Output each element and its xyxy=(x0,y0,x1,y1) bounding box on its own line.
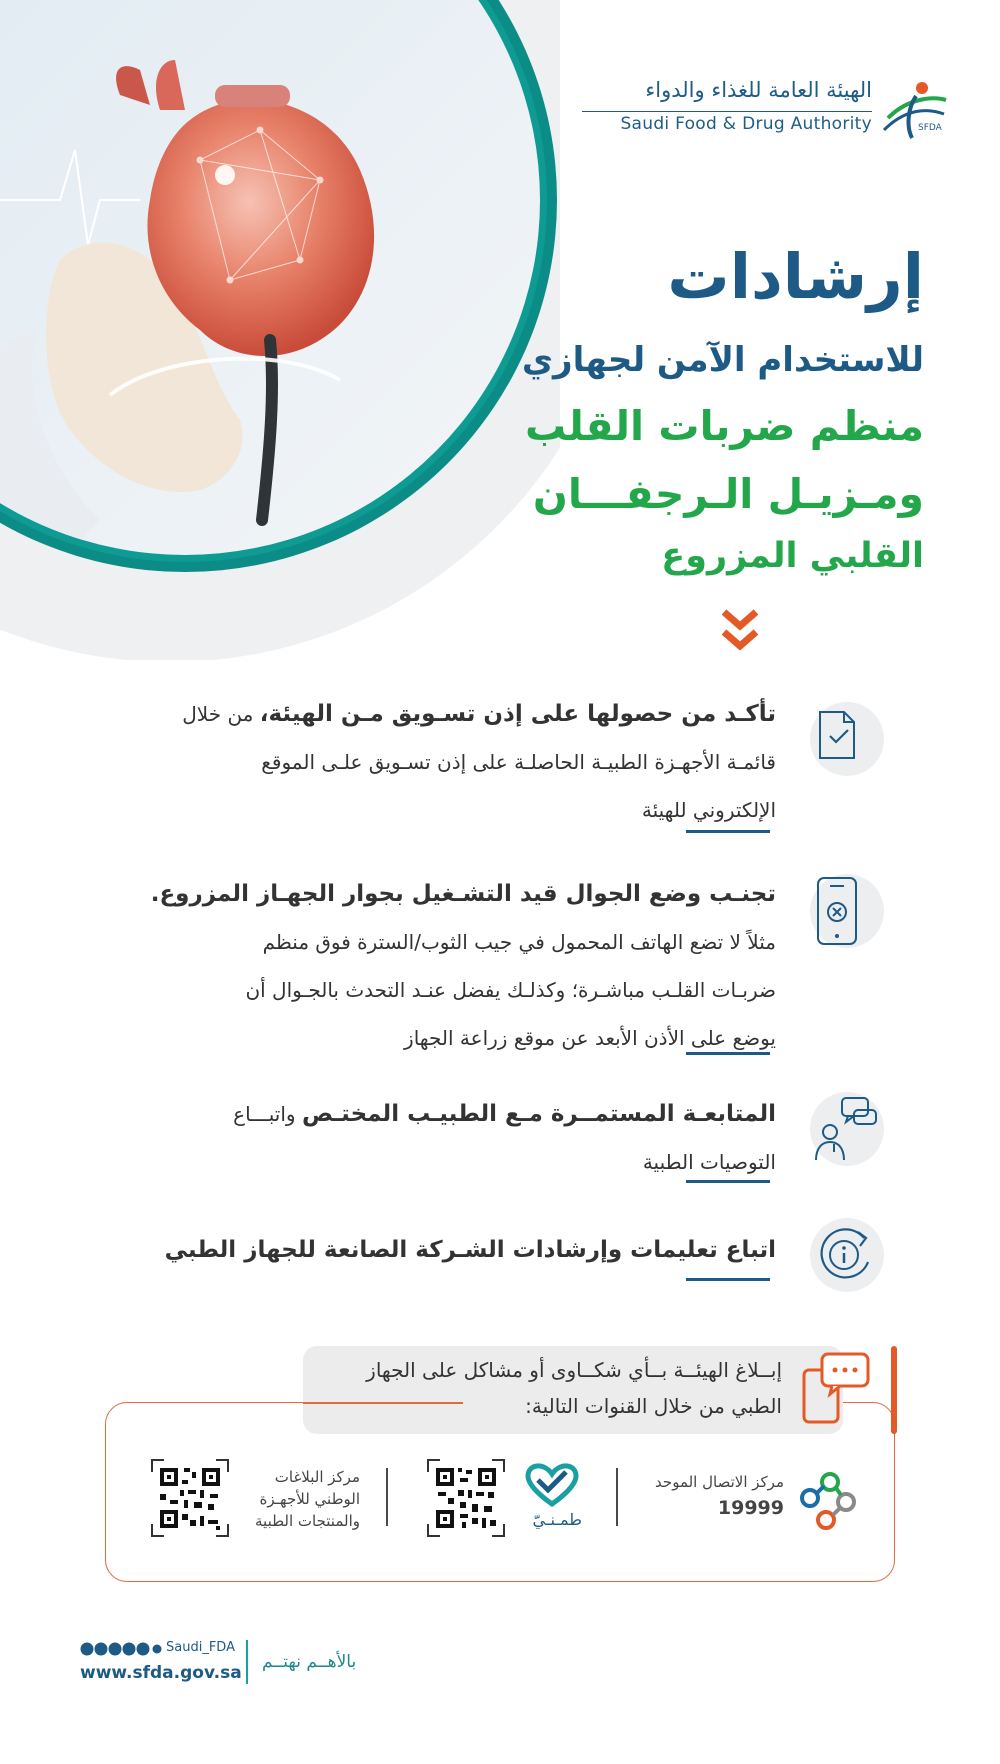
report-orange-line xyxy=(303,1402,463,1404)
item1-icon-wrap xyxy=(810,702,884,776)
report-line1: إبــلاغ الهيئــة بــأي شكــاوى أو مشاكل على الجهاز xyxy=(366,1358,782,1382)
footer-handle[interactable]: Saudi_FDA xyxy=(166,1640,235,1655)
item2-text xyxy=(116,870,776,1062)
item2-icon-wrap xyxy=(810,874,884,948)
item1-underline xyxy=(686,830,770,833)
qr-code-tamanni[interactable] xyxy=(426,1458,506,1538)
doctor-chat-icon xyxy=(810,1092,884,1166)
item4-icon-wrap xyxy=(810,1218,884,1292)
double-chevron-down-icon xyxy=(720,606,760,656)
chat-phone-icon xyxy=(802,1350,872,1426)
qr-code-ncmdr[interactable] xyxy=(150,1458,230,1538)
ncmdr-line3: والمنتجات الطبية xyxy=(255,1512,360,1530)
call-center-label: مركز الاتصال الموحد xyxy=(655,1473,784,1491)
ncmdr-line2: الوطني للأجهـزة xyxy=(259,1490,360,1508)
headline-line1: إرشادات xyxy=(667,240,924,313)
mobile-phone-cancel-icon xyxy=(810,874,884,948)
item3-line1: التوصيات الطبية xyxy=(642,1150,776,1174)
item1-line1: قائمـة الأجهـزة الطبيـة الحاصلـة على إذن تسـويق علـى الموقع xyxy=(261,750,776,774)
channel-divider-1 xyxy=(616,1468,618,1526)
report-text xyxy=(366,1352,782,1424)
logo-name-en: Saudi Food & Drug Authority xyxy=(620,114,872,134)
sfda-logo xyxy=(578,78,950,148)
headline-line4: ومـزيـل الـرجفـــان xyxy=(532,470,924,518)
footer-slogan: بالأهــم نهتــم xyxy=(262,1652,357,1672)
ncmdr-line1: مركز البلاغات xyxy=(274,1468,360,1486)
logo-name-ar: الهيئة العامة للغذاء والدواء xyxy=(645,78,872,102)
ncmdr-label xyxy=(255,1466,360,1532)
sfda-emblem-text: SFDA xyxy=(918,123,942,133)
headline-line5: القلبي المزروع xyxy=(661,536,924,576)
item3-icon-wrap xyxy=(810,1092,884,1166)
heart-in-glove-image xyxy=(0,0,560,660)
item4-text xyxy=(116,1226,776,1274)
call-center-link-icon xyxy=(796,1468,862,1534)
logo-divider xyxy=(582,111,872,112)
hero-heart-illustration xyxy=(0,0,560,660)
item3-underline xyxy=(686,1180,770,1183)
item2-bold: تجنـب وضع الجوال قيد التشـغيل بجوار الجهـاز المزروع. xyxy=(150,881,776,907)
item2-line0: مثلاً لا تضع الهاتف المحمول في جيب الثوب/السترة فوق منظم xyxy=(262,930,776,954)
report-line2: الطبي من خلال القنوات التالية: xyxy=(525,1394,782,1418)
item3-text xyxy=(116,1090,776,1186)
item4-underline xyxy=(686,1278,770,1281)
item1-line0: من خلال xyxy=(182,702,260,726)
headline-line2: للاستخدام الآمن لجهازي xyxy=(521,340,924,380)
item3-line0: واتبـــاع xyxy=(233,1102,302,1126)
footer-url[interactable]: www.sfda.gov.sa xyxy=(80,1663,242,1683)
item1-line2: الإلكتروني للهيئة xyxy=(641,798,776,822)
item2-line1: ضربـات القلـب مباشـرة؛ وكذلـك يفضل عنـد التحدث بالجـوال أن xyxy=(245,978,776,1002)
item2-line2: يوضع على الأذن الأبعد عن موقع زراعة الجهاز xyxy=(404,1026,776,1050)
sfda-emblem-icon xyxy=(878,78,950,144)
document-check-icon xyxy=(810,702,884,776)
report-accent-bar xyxy=(891,1346,897,1434)
headline-line3: منظم ضربات القلب xyxy=(525,402,924,450)
call-center-number: 19999 xyxy=(717,1497,784,1519)
item2-underline xyxy=(686,1052,770,1055)
channel-divider-2 xyxy=(386,1468,388,1526)
item3-bold: المتابعـة المستمــرة مـع الطبيـب المختـص xyxy=(301,1101,776,1127)
item1-bold: تأكـد من حصولها على إذن تسـويق مـن الهيئة، xyxy=(259,701,776,727)
item4-bold: اتباع تعليمات وإرشادات الشـركة الصانعة للجهاز الطبي xyxy=(164,1237,776,1263)
footer-divider xyxy=(246,1640,248,1684)
item1-text xyxy=(116,690,776,834)
social-media-icons[interactable] xyxy=(80,1641,162,1657)
tamanni-label: طمـنـيّ xyxy=(532,1510,582,1529)
info-refresh-icon xyxy=(810,1218,884,1292)
